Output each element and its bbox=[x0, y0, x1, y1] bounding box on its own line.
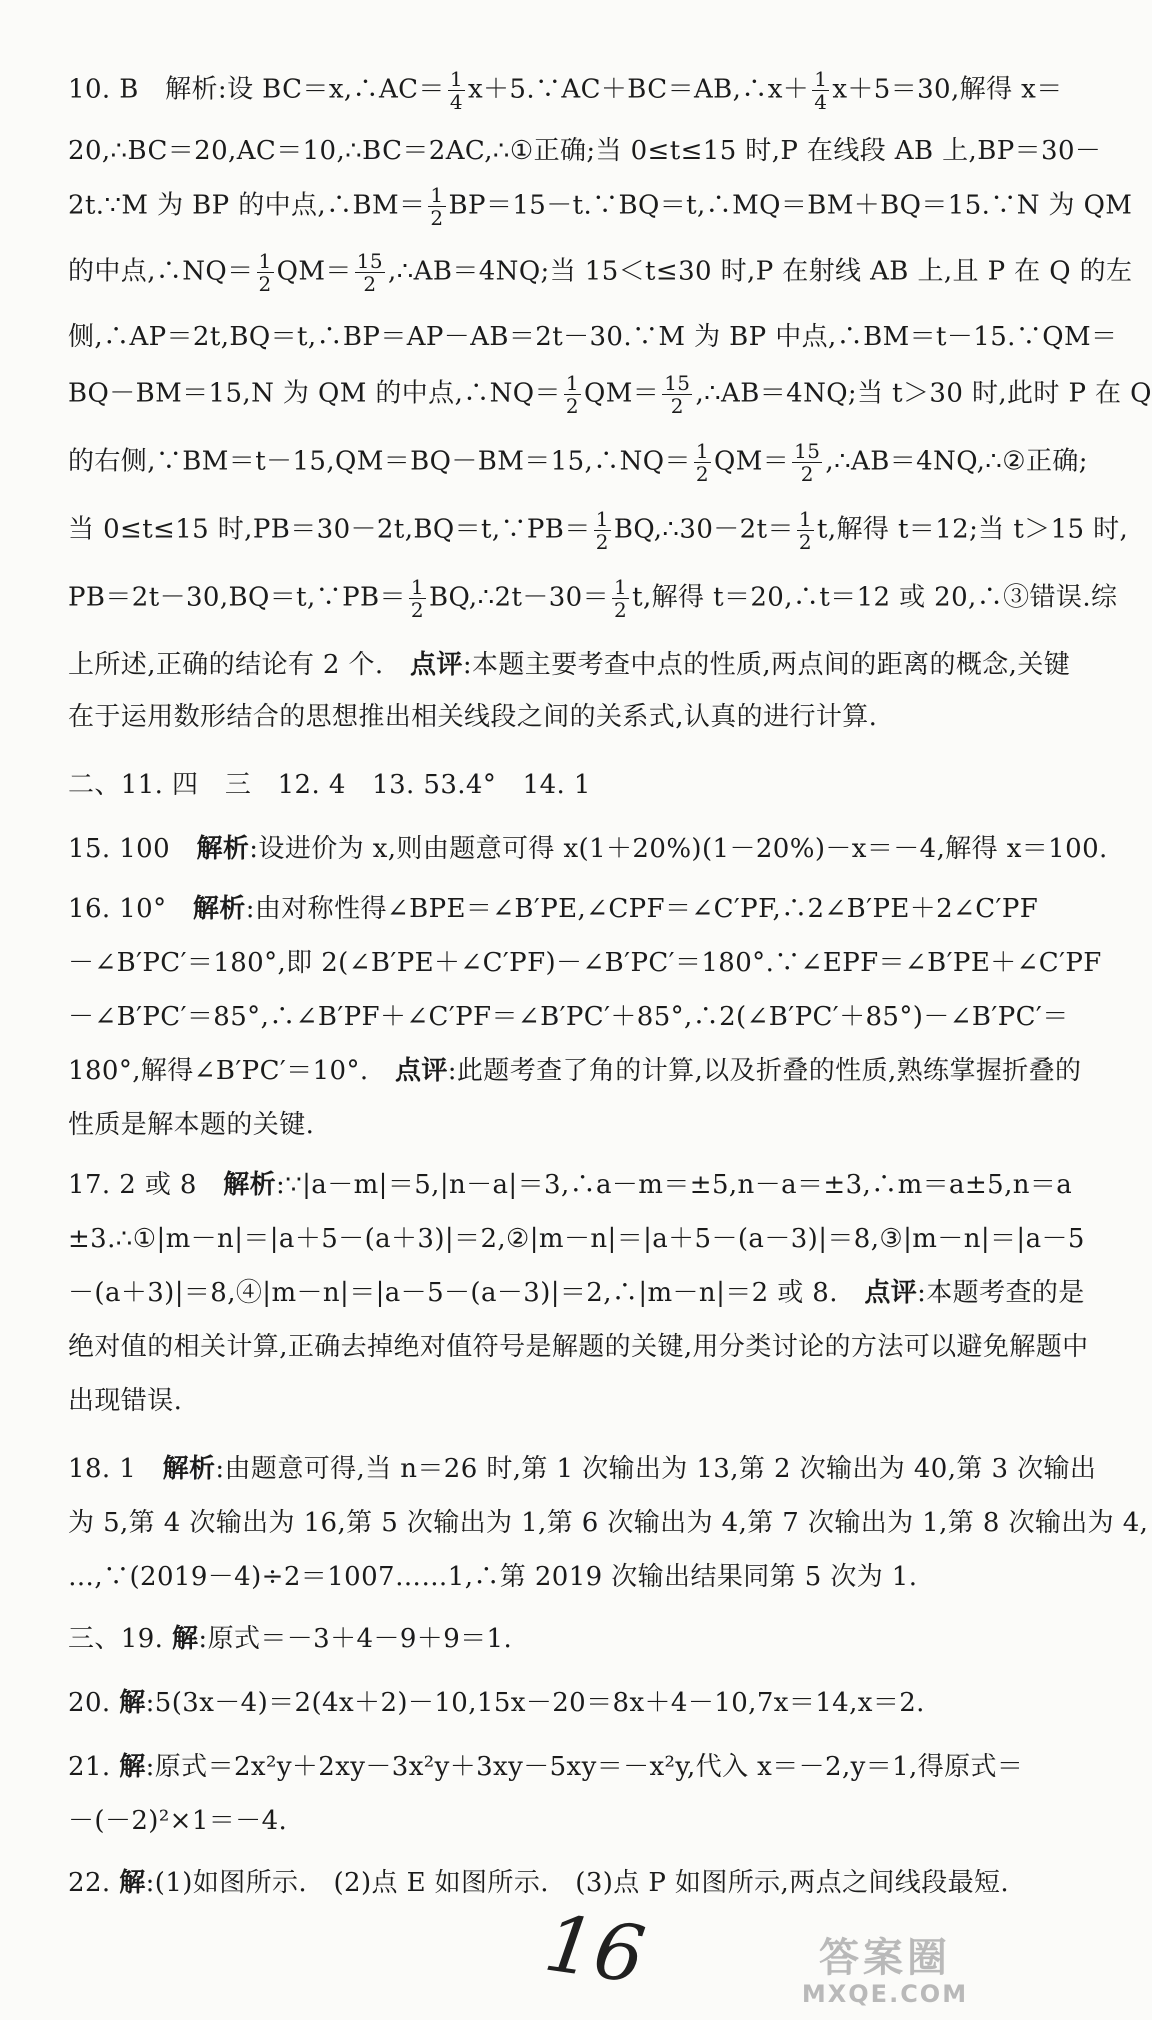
line-q16-3: －∠B′PC′＝85°,∴∠B′PF＋∠C′PF＝∠B′PC′＋85°,∴2(∠B′PC′＋85°)－∠B′PC′＝ bbox=[68, 1002, 1069, 1032]
line-q20: 20. 解:5(3x－4)＝2(4x＋2)－10,15x－20＝8x＋4－10,7x＝14,x＝2. bbox=[68, 1688, 925, 1718]
line-q10-9: PB＝2t－30,BQ＝t,∵PB＝ $\frac{1}{2}$ BQ,∴2t－30＝ $\frac{1}{2}$ t,解得 t＝20,∴t＝12 或 20,∴③错误.综 bbox=[68, 575, 1118, 622]
line-q18-3: …,∵(2019－4)÷2＝1007……1,∴第 2019 次输出结果同第 5 次为 1. bbox=[68, 1562, 918, 1592]
line-q10-3: 2t.∵M 为 BP 的中点,∴BM＝ $\frac{1}{2}$ BP＝15－t.∵BQ＝t,∴MQ＝BM＋BQ＝15.∵N 为 QM bbox=[68, 183, 1133, 230]
line-q10-5: 侧,∴AP＝2t,BQ＝t,∴BP＝AP－AB＝2t－30.∵M 为 BP 中点,∴BM＝t－15.∵QM＝ bbox=[68, 322, 1118, 352]
line-q10-7: 的右侧,∵BM＝t－15,QM＝BQ－BM＝15,∴NQ＝ $\frac{1}{2}$ QM＝ $\frac{15}{2}$ ,∴AB＝4NQ,∴②正确; bbox=[68, 439, 1088, 486]
line-q22: 22. 解:(1)如图所示. (2)点 E 如图所示. (3)点 P 如图所示,两点之间线段最短. bbox=[68, 1868, 1010, 1898]
line-q21-2: －(－2)²×1＝－4. bbox=[68, 1806, 288, 1836]
watermark-logo bbox=[780, 1935, 990, 2013]
line-q16-4: 180°,解得∠B′PC′＝10°. 点评:此题考查了角的计算,以及折叠的性质,熟练掌握折叠的 bbox=[68, 1056, 1082, 1086]
watermark-title: 答案圈 bbox=[819, 1935, 951, 1981]
line-q10-4: 的中点,∴NQ＝ $\frac{1}{2}$ QM＝ $\frac{15}{2}$ ,∴AB＝4NQ;当 15＜t≤30 时,P 在射线 AB 上,且 P 在 Q 的左 bbox=[68, 249, 1133, 296]
line-q17-2: ±3.∴①|m－n|＝|a＋5－(a＋3)|＝2,②|m－n|＝|a＋5－(a－3)|＝8,③|m－n|＝|a－5 bbox=[68, 1224, 1085, 1254]
line-q17-1: 17. 2 或 8 解析:∵|a－m|＝5,|n－a|＝3,∴a－m＝±5,n－a＝±3,∴m＝a±5,n＝a bbox=[68, 1170, 1073, 1200]
line-q17-5: 出现错误. bbox=[68, 1386, 183, 1416]
handwritten-page-number: 16 bbox=[539, 1898, 651, 2002]
line-q10-1: 10. B 解析:设 BC＝x,∴AC＝ $\frac{1}{4}$ x＋5.∵AC＋BC＝AB,∴x＋ $\frac{1}{4}$ x＋5＝30,解得 x＝ bbox=[68, 67, 1063, 114]
line-q16-1: 16. 10° 解析:由对称性得∠BPE＝∠B′PE,∠CPF＝∠C′PF,∴2∠B′PE＋2∠C′PF bbox=[68, 894, 1039, 924]
line-section2: 二、11. 四 三 12. 4 13. 53.4° 14. 1 bbox=[68, 770, 591, 800]
line-q10-8: 当 0≤t≤15 时,PB＝30－2t,BQ＝t,∵PB＝ $\frac{1}{2}$ BQ,∴30－2t＝ $\frac{1}{2}$ t,解得 t＝12;当 t＞15 时, bbox=[68, 507, 1129, 554]
line-q15: 15. 100 解析:设进价为 x,则由题意可得 x(1＋20%)(1－20%)－x＝－4,解得 x＝100. bbox=[68, 834, 1108, 864]
line-q10-2: 20,∴BC＝20,AC＝10,∴BC＝2AC,∴①正确;当 0≤t≤15 时,P 在线段 AB 上,BP＝30－ bbox=[68, 136, 1102, 166]
line-q10-11: 在于运用数形结合的思想推出相关线段之间的关系式,认真的进行计算. bbox=[68, 702, 878, 732]
line-q17-4: 绝对值的相关计算,正确去掉绝对值符号是解题的关键,用分类讨论的方法可以避免解题中 bbox=[68, 1332, 1089, 1362]
line-q18-2: 为 5,第 4 次输出为 16,第 5 次输出为 1,第 6 次输出为 4,第 7 次输出为 1,第 8 次输出为 4, bbox=[68, 1508, 1149, 1538]
line-q16-5: 性质是解本题的关键. bbox=[68, 1110, 315, 1140]
line-q16-2: －∠B′PC′＝180°,即 2(∠B′PE＋∠C′PF)－∠B′PC′＝180°.∵∠EPF＝∠B′PE＋∠C′PF bbox=[68, 948, 1102, 978]
line-q10-6: BQ－BM＝15,N 为 QM 的中点,∴NQ＝ $\frac{1}{2}$ QM＝ $\frac{15}{2}$ ,∴AB＝4NQ;当 t＞30 时,此时 P 在 Q bbox=[68, 371, 1152, 418]
line-q21-1: 21. 解:原式＝2x²y＋2xy－3x²y＋3xy－5xy＝－x²y,代入 x＝－2,y＝1,得原式＝ bbox=[68, 1752, 1024, 1782]
watermark-url: MXQE.COM bbox=[801, 1980, 969, 2008]
line-q19: 三、19. 解:原式＝－3＋4－9＋9＝1. bbox=[68, 1624, 513, 1654]
line-q18-1: 18. 1 解析:由题意可得,当 n＝26 时,第 1 次输出为 13,第 2 次输出为 40,第 3 次输出 bbox=[68, 1454, 1097, 1484]
line-q17-3: －(a＋3)|＝8,④|m－n|＝|a－5－(a－3)|＝2,∴|m－n|＝2 或 8. 点评:本题考查的是 bbox=[68, 1278, 1085, 1308]
line-q10-10: 上所述,正确的结论有 2 个. 点评:本题主要考查中点的性质,两点间的距离的概念,关键 bbox=[68, 650, 1071, 680]
